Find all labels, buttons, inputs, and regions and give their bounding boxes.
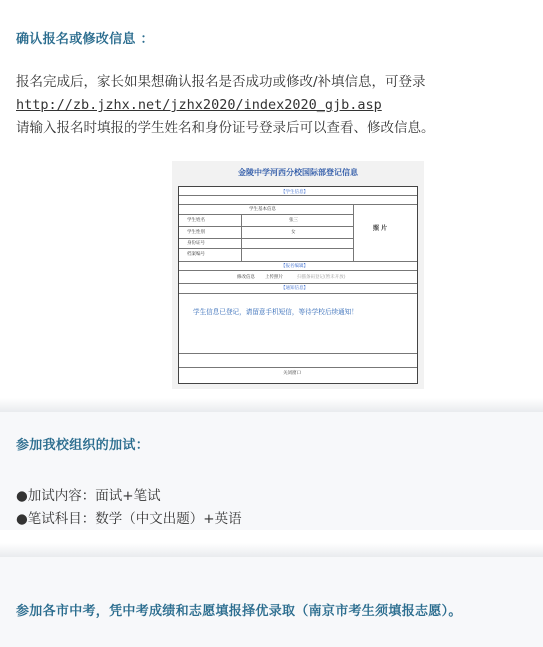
label-name: 学生姓名 <box>187 218 205 223</box>
photo-box: 照 片 <box>373 225 388 232</box>
exam-content-item: ●加试内容：面试+笔试 <box>16 488 161 504</box>
apply-header: 【报名编辑】 <box>281 264 308 269</box>
form-title: 金陵中学河西分校国际部登记信息 <box>238 168 358 177</box>
label-file-no: 档案编号 <box>187 252 205 257</box>
registration-link[interactable]: http://zb.jzhx.net/jzhx2020/index2020_gjb.asp <box>16 97 382 113</box>
edit-info-link[interactable]: 修改信息 <box>237 275 255 280</box>
value-name: 张三 <box>289 218 298 223</box>
section-zhongkao-heading: 参加各市中考，凭中考成绩和志愿填报择优录取（南京市考生须填报志愿）。 <box>16 604 462 619</box>
notice-header: 【通知信息】 <box>281 286 308 291</box>
label-id: 身份证号 <box>187 241 205 246</box>
divider-shadow <box>0 543 543 557</box>
divider-shadow <box>0 398 543 412</box>
form-table <box>178 186 418 384</box>
upload-hint: 扫描条码登记(暂未开放) <box>297 275 346 280</box>
confirm-text-line3: 请输入报名时填报的学生姓名和身份证号登录后可以查看、修改信息。 <box>16 120 435 136</box>
label-gender: 学生性别 <box>187 230 205 235</box>
section-exam-heading: 参加我校组织的加试： <box>16 438 150 453</box>
notice-message: 学生信息已登记，请留意手机短信，等待学校后续通知！ <box>193 308 358 316</box>
basic-info-label: 学生基本信息 <box>249 207 276 212</box>
registration-form-screenshot <box>172 161 424 389</box>
confirm-text-line1: 报名完成后，家长如果想确认报名是否成功或修改/补填信息，可登录 <box>16 74 426 90</box>
student-info-header: 【学生信息】 <box>281 190 308 195</box>
close-window-button[interactable]: 关闭窗口 <box>283 371 301 376</box>
upload-photo-link[interactable]: 上传照片 <box>265 275 283 280</box>
value-gender: 女 <box>291 230 296 235</box>
exam-subject-item: ●笔试科目：数学（中文出题）+英语 <box>16 511 242 527</box>
section-confirm-heading: 确认报名或修改信息 ： <box>16 32 154 47</box>
